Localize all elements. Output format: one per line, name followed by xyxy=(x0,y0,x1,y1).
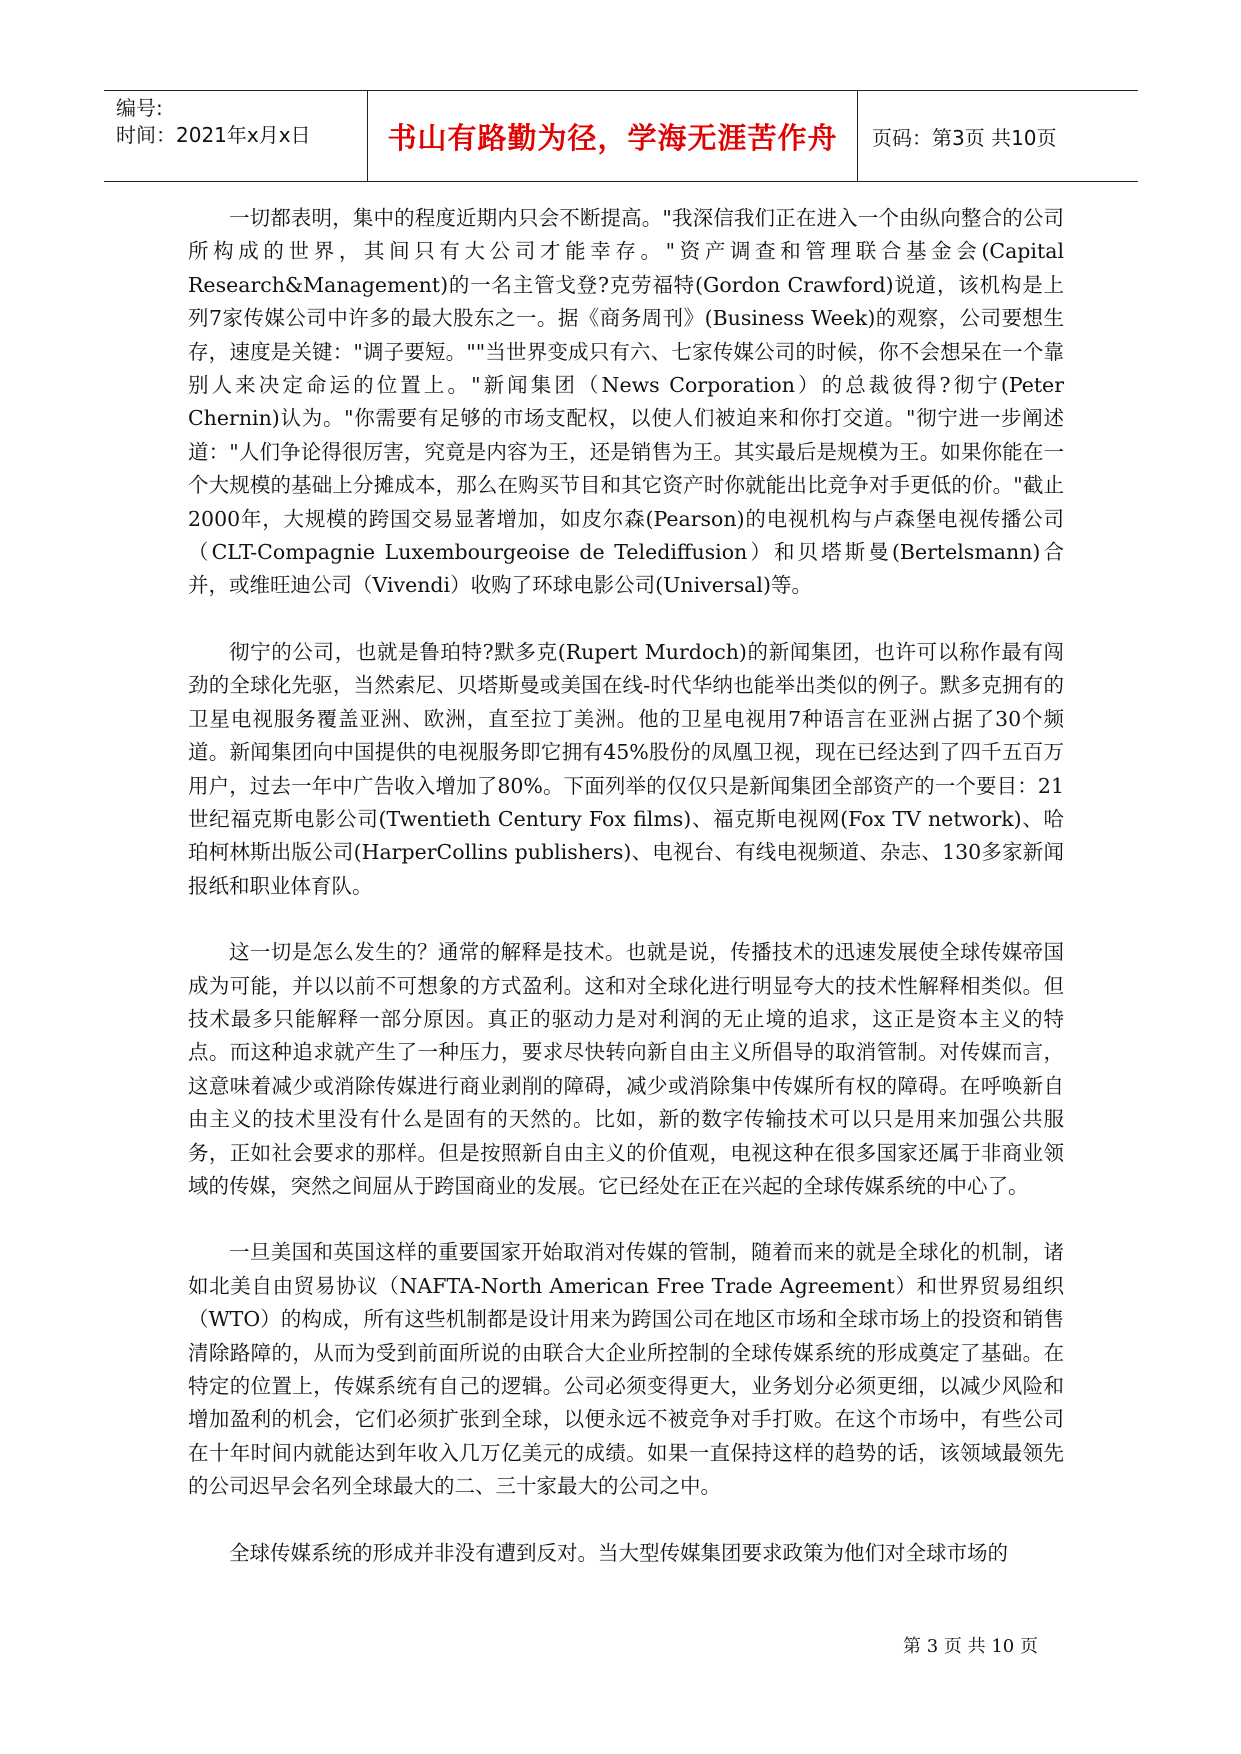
header-page-cell xyxy=(858,91,1138,181)
document-number-label: 编号: xyxy=(116,96,163,120)
body-paragraph: 全球传媒系统的形成并非没有遭到反对。当大型传媒集团要求政策为他们对全球市场的 xyxy=(229,1540,1008,1565)
body-paragraph: 彻宁的公司，也就是鲁珀特?默多克(Rupert Murdoch)的新闻集团，也许可以称作最有闯劲的全球化先驱，当然索尼、贝塔斯曼或美国在线-时代华纳也能举出类似的例子。默多克拥有的卫星电视服务覆盖亚洲、欧洲，直至拉丁美洲。他的卫星电视用7种语言在亚洲占据了30个频道。新闻集团向中国提供的电视服务即它拥有45%股份的凤凰卫视，现在已经达到了四千五百万用户，过去一年中广告收入增加了80%。下面列举的仅仅只是新闻集团全部资产的一个要目：21世纪福克斯电影公司(Twentieth Century Fox films)、福克斯电视网(Fox TV network)、哈珀柯林斯出版公司(HarperCollins publishers)、电视台、有线电视频道、杂志、130多家新闻报纸和职业体育队。 xyxy=(188,639,1064,898)
body-paragraph: 这一切是怎么发生的？通常的解释是技术。也就是说，传播技术的迅速发展使全球传媒帝国成为可能，并以以前不可想象的方式盈利。这和对全球化进行明显夸大的技术性解释相类似。但技术最多只能解释一部分原因。真正的驱动力是对利润的无止境的追求，这正是资本主义的特点。而这种追求就产生了一种压力，要求尽快转向新自由主义所倡导的取消管制。对传媒而言，这意味着减少或消除传媒进行商业剥削的障碍，减少或消除集中传媒所有权的障碍。在呼唤新自由主义的技术里没有什么是固有的天然的。比如，新的数字传输技术可以只是用来加强公共服务，正如社会要求的那样。但是按照新自由主义的价值观，电视这种在很多国家还属于非商业领域的传媒，突然之间屈从于跨国商业的发展。它已经处在正在兴起的全球传媒系统的中心了。 xyxy=(188,940,1064,1198)
header-page-label: 页码：第3页 共10页 xyxy=(872,125,1057,150)
body-paragraph: 一切都表明，集中的程度近期内只会不断提高。"我深信我们正在进入一个由纵向整合的公司所构成的世界，其间只有大公司才能幸存。"资产调查和管理联合基金会(Capital Research&Management)的一名主管戈登?克劳福特(Gordon Crawford)说道，该机构是上列7家传媒公司中许多的最大股东之一。据《商务周刊》(Business Week)的观察，公司要想生存，速度是关键："调子要短。""当世界变成只有六、七家传媒公司的时候，你不会想呆在一个靠别人来决定命运的位置上。"新闻集团（News Corporation）的总裁彼得?彻宁(Peter Chernin)认为。"你需要有足够的市场支配权，以使人们被迫来和你打交道。"彻宁进一步阐述道："人们争论得很厉害，究竟是内容为王，还是销售为王。其实最后是规模为王。如果你能在一个大规模的基础上分摊成本，那么在购买节目和其它资产时你就能出比竞争对手更低的价。"截止2000年，大规模的跨国交易显著增加，如皮尔森(Pearson)的电视机构与卢森堡电视传播公司（CLT-Compagnie Luxembourgeoise de Telediffusion）和贝塔斯曼(Bertelsmann)合并，或维旺迪公司（Vivendi）收购了环球电影公司(Universal)等。 xyxy=(188,206,1064,598)
document-time-label: 时间：2021年x月x日 xyxy=(116,123,311,147)
page-header xyxy=(104,90,1138,182)
header-motto: 书山有路勤为径，学海无涯苦作舟 xyxy=(387,120,838,155)
page-footer xyxy=(903,1632,1038,1658)
footer-page-number: 第 3 页 共 10 页 xyxy=(903,1636,1038,1657)
header-info-cell xyxy=(104,91,368,181)
body-paragraph: 一旦美国和英国这样的重要国家开始取消对传媒的管制，随着而来的就是全球化的机制，诸如北美自由贸易协议（NAFTA-North American Free Trade Agreement）和世界贸易组织（WTO）的构成，所有这些机制都是设计用来为跨国公司在地区市场和全球市场上的投资和销售清除路障的，从而为受到前面所说的由联合大企业所控制的全球传媒系统的形成奠定了基础。在特定的位置上，传媒系统有自己的逻辑。公司必须变得更大，业务划分必须更细，以减少风险和增加盈利的机会，它们必须扩张到全球，以便永远不被竞争对手打败。在这个市场中，有些公司在十年时间内就能达到年收入几万亿美元的成绩。如果一直保持这样的趋势的话，该领域最领先的公司迟早会名列全球最大的二、三十家最大的公司之中。 xyxy=(188,1240,1064,1499)
document-body xyxy=(188,202,1064,1603)
header-motto-cell xyxy=(368,91,858,181)
